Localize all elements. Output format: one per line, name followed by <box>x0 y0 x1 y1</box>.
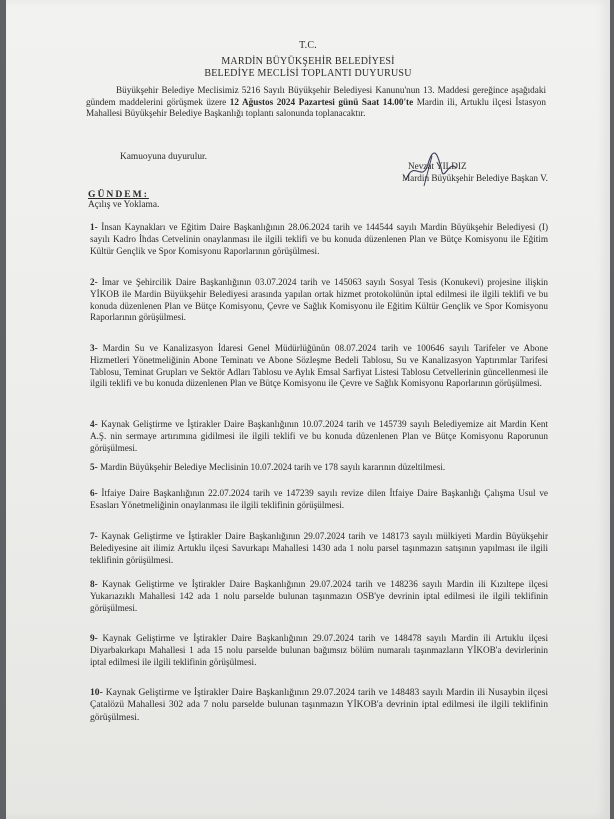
agenda-heading: GÜNDEM: <box>88 189 149 200</box>
agenda-item-text: Kaynak Geliştirme ve İştirakler Daire Başkanlığının 29.07.2024 tarih ve 148483 sayılı Mardin ili Nusaybin ilçesi Çatalözü Mahallesi 302 ada 7 nolu parselde bulunan taşınmazın YİKOB'a devrinin iptal edilmesi ile ilgili teklifinin görüşülmesi. <box>90 687 548 723</box>
agenda-item-2 <box>90 277 548 324</box>
agenda-item-10 <box>90 687 548 724</box>
agenda-item-4 <box>90 419 548 454</box>
agenda-item-9 <box>90 633 548 668</box>
agenda-item-number: 1- <box>90 222 98 232</box>
agenda-item-text: Kaynak Geliştirme ve İştirakler Daire Başkanlığının 29.07.2024 tarih ve 148236 sayılı Mardin ili Kızıltepe ilçesi Yukarıazıklı Mahallesi 142 ada 1 nolu parselde bulunan taşınmazın OSB'ye devrinin iptal edilmesi ile ilgili teklifinin görüşülmesi. <box>90 579 549 613</box>
intro-text-2: Mardin ili, Artuklu ilçesi İstasyon Mahallesi Büyükşehir Belediye Başkanlığı toplantı salonunda toplanacaktır. <box>86 96 546 119</box>
intro-text-1: Büyükşehir Belediye Meclisimiz 5216 Sayılı Büyükşehir Belediyesi Kanunu'nun 13. Maddesi gereğince aşağıdaki gündem maddelerini görüşmek üzere <box>86 85 546 107</box>
agenda-item-number: 6- <box>90 488 98 498</box>
agenda-item-number: 2- <box>90 277 98 287</box>
agenda-item-8 <box>90 579 548 614</box>
closing-line: Kamuoyuna duyurulur. <box>120 152 207 162</box>
agenda-item-3 <box>90 343 548 390</box>
agenda-item-text: İtfaiye Daire Başkanlığının 22.07.2024 tarih ve 147239 sayılı revize dilen İtfaiye Daire Başkanlığı Çalışma Usul ve Esasları Yönetmeliğinin onaylanması ile ilgili teklifinin görüşülmesi. <box>90 488 548 510</box>
agenda-item-5 <box>90 462 548 474</box>
agenda-item-text: Kaynak Geliştirme ve İştirakler Daire Başkanlığının 29.07.2024 tarih ve 148478 sayılı Mardin ili Artuklu ilçesi Diyarbakırkapı Mahallesi 1 ada 15 nolu parselde bulunan bağımsız bölüm numaralı taşınmazların YİKOB'a devirlerinin iptal edilmesi ile ilgili teklifinin görüşülmesi. <box>90 633 548 667</box>
header-tc: T.C. <box>299 40 317 51</box>
signer-name: Nevzat YILDIZ <box>408 161 467 171</box>
agenda-item-text: Mardin Su ve Kanalizasyon İdaresi Genel Müdürlüğünün 08.07.2024 tarih ve 100646 sayılı Tarifeler ve Abone Hizmetleri Yönetmeliğinin Abone Teminatı ve Abone Sözleşme Bedeli Tablosu, Su ve Kanalizasyon Yaptırımlar Tarifesi Tablosu, Teminat Grupları ve Sektör Adları Tablosu ve Aylık Emsal Sarfiyat Listesi Tablosu Cetvellerinin güncellenmesi ile ilgili teklifi ve bu konuda düzenlenen Plan ve Bütçe Komisyonu ile Çevre ve Sağlık Komisyonu Raporlarının görüşülmesi. <box>90 343 549 389</box>
intro-paragraph <box>86 85 546 120</box>
agenda-opening: Açılış ve Yoklama. <box>88 200 160 210</box>
agenda-item-text: Kaynak Geliştirme ve İştirakler Daire Başkanlığının 10.07.2024 tarih ve 145739 sayılı Belediyemize ait Mardin Kent A.Ş. nin sermaye artırımına gidilmesi ile ilgili teklifi ve bu konuda düzenlenen Plan ve Bütçe Komisyonu Raporunun görüşülmesi. <box>90 419 549 453</box>
agenda-item-number: 7- <box>90 531 98 541</box>
agenda-item-text: Kaynak Geliştirme ve İştirakler Daire Başkanlığının 29.07.2024 tarih ve 148173 sayılı mülkiyeti Mardin Büyükşehir Belediyesine ait ilimiz Artuklu ilçesi Savurkapı Mahallesi 1430 ada 1 nolu parsel taşınmazın satışının yapılması ile ilgili teklifinin görüşülmesi. <box>90 531 549 565</box>
document-page <box>6 0 610 819</box>
agenda-item-1 <box>90 222 548 257</box>
header-municipality: MARDİN BÜYÜKŞEHİR BELEDİYESİ <box>221 56 395 67</box>
agenda-item-6 <box>90 488 548 512</box>
meeting-datetime: 12 Ağustos 2024 Pazartesi günü Saat 14.00'te <box>229 96 414 107</box>
agenda-item-number: 10- <box>90 687 103 698</box>
agenda-item-text: İnsan Kaynakları ve Eğitim Daire Başkanlığının 28.06.2024 tarih ve 144544 sayılı Mardin Büyükşehir Belediyesi (I) sayılı Kadro İhdas Cetvelinin onaylanması ile ilgili teklifi ve bu konuda düzenlenen Plan ve Bütçe Komisyonu ile Eğitim Kültür Gençlik ve Spor Komisyonu Raporlarının görüşülmesi. <box>90 222 549 256</box>
agenda-item-number: 9- <box>90 633 98 643</box>
agenda-item-text: İmar ve Şehircilik Daire Başkanlığının 03.07.2024 tarih ve 145063 sayılı Sosyal Tesis (Konukevi) projesine ilişkin YİKOB ile Mardin Büyükşehir Belediyesi arasında yapılan ortak hizmet protokolünün iptal edilmesi ile ilgili teklifi ve bu konuda düzenlenen Plan ve Bütçe Komisyonu, Çevre ve Sağlık Komisyonu ile Eğitim Kültür Gençlik ve Spor Komisyonu Raporlarının görüşülmesi. <box>90 277 549 323</box>
signature-block <box>402 160 582 184</box>
agenda-item-number: 4- <box>90 419 98 429</box>
signer-title: Mardin Büyükşehir Belediye Başkan V. <box>402 173 548 183</box>
agenda-item-7 <box>90 531 548 566</box>
agenda-item-number: 3- <box>90 343 98 353</box>
agenda-item-text: Mardin Büyükşehir Belediye Meclisinin 10.07.2024 tarih ve 178 sayılı kararının düzeltilmesi. <box>99 462 446 472</box>
agenda-item-number: 8- <box>90 579 98 589</box>
header-announcement-title: BELEDİYE MECLİSİ TOPLANTI DUYURUSU <box>204 68 412 79</box>
agenda-item-number: 5- <box>90 462 98 472</box>
